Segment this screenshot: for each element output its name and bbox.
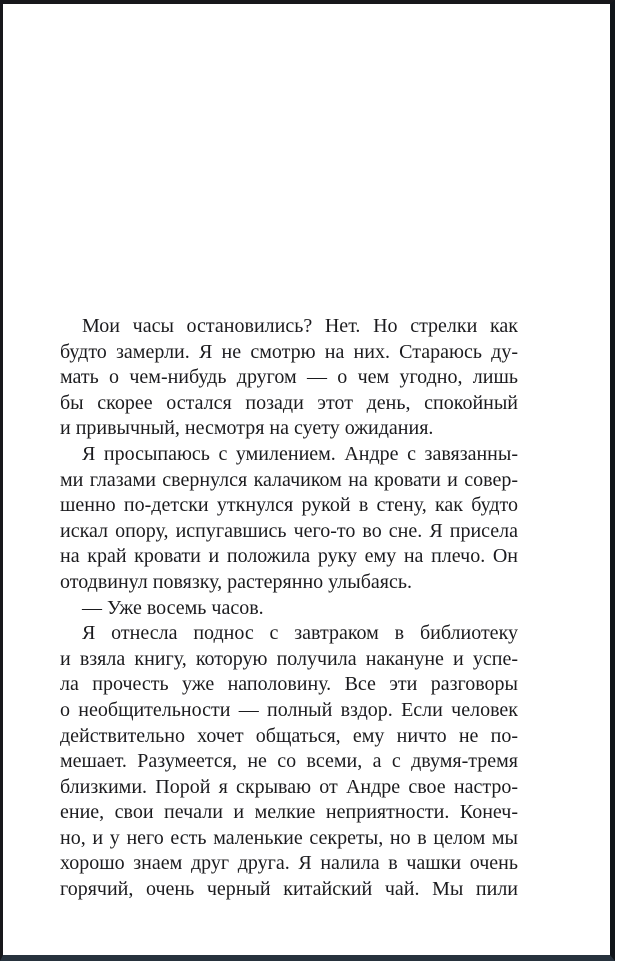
text-line: Мои часы остановились? Нет. Но стрелки как: [82, 315, 518, 337]
text-line: ла прочесть уже наполовину. Все эти разговоры: [60, 673, 518, 696]
text-line: — Уже восемь часов.: [82, 596, 264, 619]
text-line: на край кровати и положила руку ему на плечо. Он: [60, 545, 518, 568]
paragraph: [60, 596, 518, 622]
text-line: близкими. Порой я скрываю от Андре свое настро-: [60, 775, 518, 798]
text-line: Я просыпаюсь с умилением. Андре с завязанны-: [82, 442, 518, 465]
text-line: мешает. Разумеется, не со всеми, а с двумя-тремя: [60, 750, 518, 773]
text-line: хорошо знаем друг друга. Я налила в чашки очень: [60, 852, 518, 875]
text-line: горячий, очень черный китайский чай. Мы пили: [60, 878, 518, 901]
text-line: ми глазами свернулся калачиком на кровати и совер-: [60, 468, 518, 491]
text-line: ение, свои печали и мелкие неприятности. Конеч-: [60, 801, 518, 824]
text-line: отодвинул повязку, растерянно улыбаясь.: [60, 570, 412, 593]
text-line: о необщительности — полный вздор. Если человек: [60, 698, 518, 721]
text-line: шенно по-детски уткнулся рукой в стену, как будто: [60, 494, 518, 517]
text-line: искал опору, испугавшись чего-то во сне. Я присела: [60, 519, 518, 542]
paragraph: [60, 442, 518, 596]
text-block: [60, 314, 518, 903]
text-line: будто замерли. Я не смотрю на них. Стараюсь ду-: [60, 340, 518, 363]
text-line: действительно хочет общаться, ему ничто не по-: [60, 724, 518, 747]
text-line: но, и у него есть маленькие секреты, но в целом мы: [60, 826, 518, 849]
text-line: мать о чем-нибудь другом — о чем угодно, лишь: [60, 366, 518, 389]
text-line: и взяла книгу, которую получила накануне и успе-: [60, 647, 518, 670]
text-line: и привычный, несмотря на суету ожидания.: [60, 417, 434, 440]
paragraph: [60, 621, 518, 903]
text-line: бы скорее остался позади этот день, спокойный: [60, 391, 518, 414]
paragraph: [60, 314, 518, 442]
text-line: Я отнесла поднос с завтраком в библиотеку: [82, 622, 518, 645]
